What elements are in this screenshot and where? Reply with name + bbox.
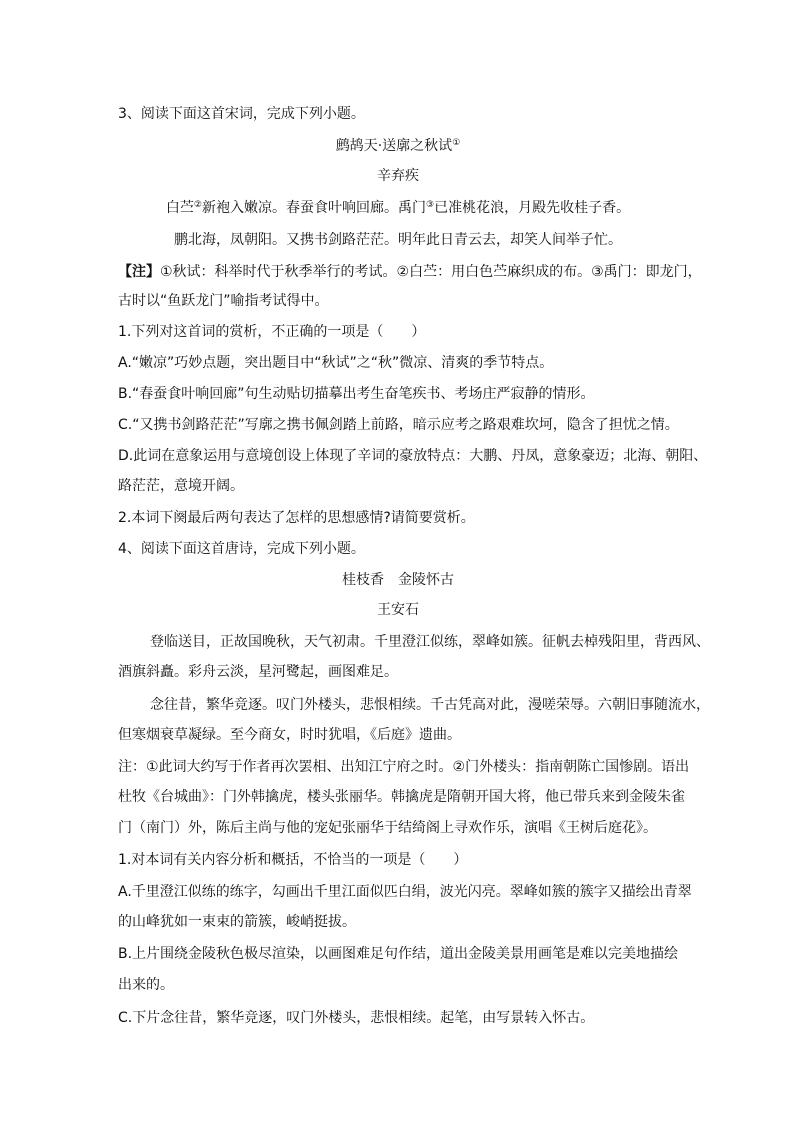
option-c: C.下片念往昔，繁华竞逐，叹门外楼头，悲恨相续。起笔，由写景转入怀古。 [118, 1010, 595, 1026]
poem-title-text: 鹧鸪天·送廓之秋试 [335, 138, 453, 154]
question-4-1: 1.对本词有关内容分析和概括，不恰当的一项是（ ） [118, 852, 468, 868]
poem-para-2-line-2: 但寒烟衰草凝绿。至今商女，时时犹唱，《后庭》遗曲。 [118, 727, 461, 743]
poem-author: 王安石 [377, 602, 419, 618]
option-a-line-1: A.千里澄江似练的练字，勾画出千里江面似匹白绢，波光闪亮。翠峰如簇的簇字又描绘出青翠 [118, 884, 692, 900]
question-3-2: 2.本词下阕最后两句表达了怎样的思想感情?请简要赏析。 [118, 510, 475, 526]
stanza-text: 已准桃花浪，月殿先收桂子香。 [434, 200, 631, 216]
option-a-line-2: 的山峰犹如一束束的箭簇，峻峭挺拔。 [118, 914, 356, 930]
notes-line-1 [118, 262, 702, 282]
note-line-3: 门（南门）外，陈后主尚与他的宠妃张丽华于结绮阁上寻欢作乐，演唱《王树后庭花》。 [118, 820, 657, 836]
stanza-text: 新袍入嫩凉。春蚕食叶响回廊。禹门 [202, 200, 426, 216]
question-4-heading: 4、阅读下面这首唐诗，完成下列小题。 [118, 541, 365, 557]
poem-para-1-line-1: 登临送目，正故国晚秋，天气初肃。千里澄江似练，翠峰如簇。征帆去棹残阳里，背西风、 [150, 634, 710, 650]
option-d-line-1: D.此词在意象运用与意境创设上体现了辛词的豪放特点：大鹏、丹凤，意象豪迈；北海、朝阳、 [118, 448, 708, 464]
poem-stanza-2: 鹏北海，凤朝阳。又携书剑路茫茫。明年此日青云去，却笑人间举子忙。 [174, 232, 622, 248]
footnote-marker: ① [452, 138, 461, 148]
note-line-2: 杜牧《台城曲》：门外韩擒虎，楼头张丽华。韩擒虎是隋朝开国大将，他已带兵来到金陵朱雀 [118, 789, 685, 805]
option-b: B.“春蚕食叶响回廊”句生动贴切描摹出考生奋笔疾书、考场庄严寂静的情形。 [118, 386, 595, 402]
poem-title: 桂枝香 金陵怀古 [342, 572, 454, 588]
option-b-line-2: 出来的。 [118, 977, 174, 993]
notes-tag: 【注】 [118, 264, 160, 280]
note-line-1: 注：①此词大约写于作者再次罢相、出知江宁府之时。②门外楼头：指南朝陈亡国惨剧。语出 [118, 759, 690, 775]
question-3-heading: 3、阅读下面这首宋词，完成下列小题。 [118, 106, 365, 122]
poem-author: 辛弃疾 [377, 168, 419, 184]
option-a: A.“嫩凉”巧妙点题，突出题目中“秋试”之“秋”微凉、清爽的季节特点。 [118, 355, 554, 371]
footnote-marker: ③ [426, 200, 435, 210]
option-d-line-2: 路茫茫，意境开阔。 [118, 478, 244, 494]
notes-text: ①秋试：科举时代于秋季举行的考试。②白苎：用白色苎麻织成的布。③禹门：即龙门， [160, 264, 702, 280]
stanza-text: 白苎 [165, 200, 194, 216]
poem-stanza-1 [118, 198, 678, 218]
footnote-marker: ② [193, 200, 202, 210]
question-3-1: 1.下列对这首词的赏析，不正确的一项是（ ） [118, 324, 426, 340]
notes-line-2: 古时以“鱼跃龙门”喻指考试得中。 [118, 293, 329, 309]
poem-para-1-line-2: 酒旗斜矗。彩舟云淡，星河鹭起，画图难足。 [118, 664, 398, 680]
option-b-line-1: B.上片围绕金陵秋色极尽渲染，以画图难足句作结，道出金陵美景用画笔是难以完美地描绘 [118, 946, 679, 962]
poem-title [118, 136, 678, 156]
poem-para-2-line-1: 念往昔，繁华竞逐。叹门外楼头，悲恨相续。千古凭高对此，漫嗟荣辱。六朝旧事随流水， [150, 697, 710, 713]
option-c: C.“又携书剑路茫茫”写廓之携书佩剑踏上前路，暗示应考之路艰难坎坷，隐含了担忧之情。 [118, 417, 679, 433]
